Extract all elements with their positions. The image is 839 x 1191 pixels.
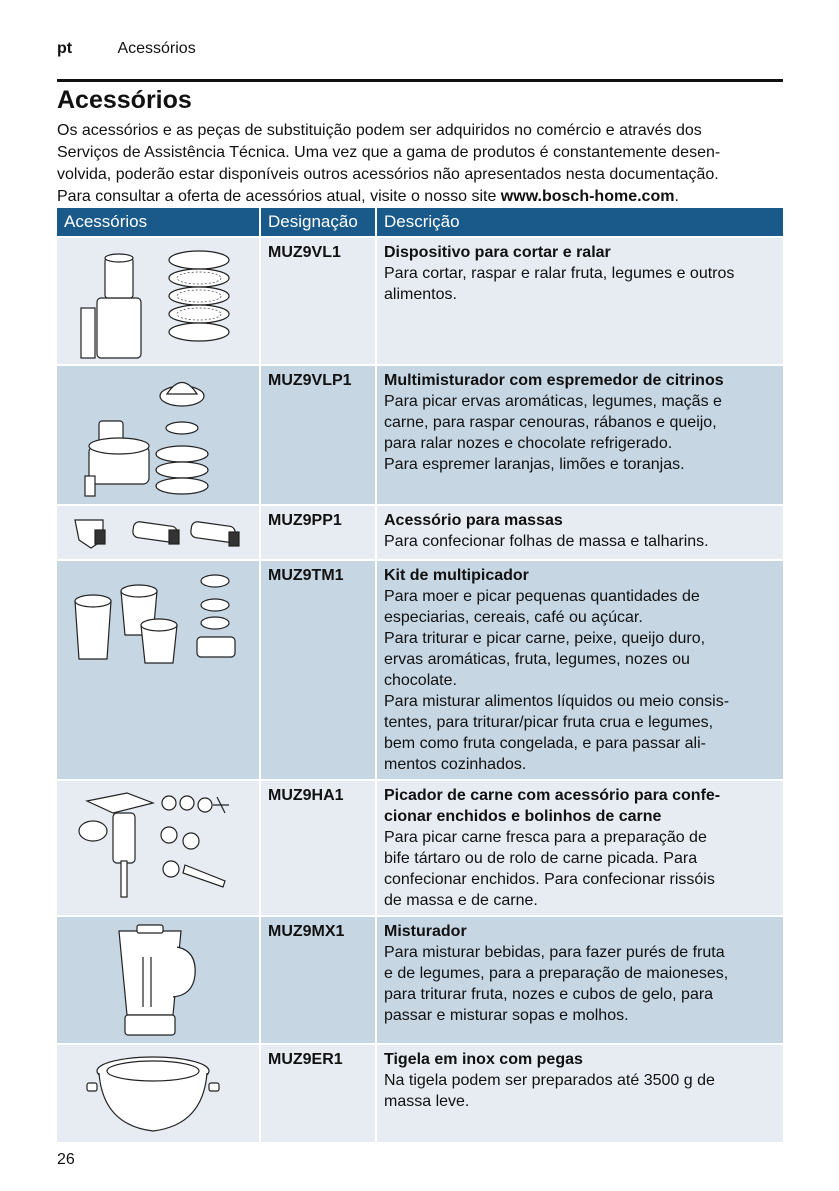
- multi-chopper-kit-icon: [57, 561, 258, 773]
- description-line: para triturar fruta, nozes e cubos de gelo, para: [384, 986, 714, 1003]
- accessory-image-cell: [57, 916, 260, 1044]
- description-cell: [376, 916, 783, 1044]
- description-cell: [376, 780, 783, 916]
- description-title: Tigela em inox com pegas: [384, 1051, 583, 1068]
- table-header-row: [57, 208, 783, 237]
- designation-code: MUZ9ER1: [260, 1044, 376, 1142]
- description-cell: [376, 1044, 783, 1142]
- language-code: pt: [57, 40, 73, 57]
- description-line: especiarias, cereais, café ou açúcar.: [384, 609, 643, 626]
- description-line: ervas aromáticas, fruta, legumes, nozes ou: [384, 651, 690, 668]
- intro-text: Para consultar a oferta de acessórios atual, visite o nosso site: [57, 188, 501, 205]
- description-title: Dispositivo para cortar e ralar: [384, 244, 611, 261]
- description-line: Para triturar e picar carne, peixe, queijo duro,: [384, 630, 706, 647]
- accessories-table: [57, 208, 783, 1142]
- accessory-image-cell: [57, 365, 260, 505]
- description-line: Para moer e picar pequenas quantidades de: [384, 588, 700, 605]
- description-line: Para confecionar folhas de massa e talharins.: [384, 533, 709, 550]
- description-line: massa leve.: [384, 1093, 470, 1110]
- description-cell: [376, 365, 783, 505]
- page-number: 26: [57, 1151, 75, 1168]
- description-line: alimentos.: [384, 286, 457, 303]
- description-line: chocolate.: [384, 672, 457, 689]
- description-line: tentes, para triturar/picar fruta crua e legumes,: [384, 714, 714, 731]
- meat-mincer-icon: [57, 781, 258, 909]
- table-row: [57, 916, 783, 1044]
- designation-code: MUZ9MX1: [260, 916, 376, 1044]
- description-line: Na tigela podem ser preparados até 3500 g de: [384, 1072, 715, 1089]
- blender-icon: [57, 917, 258, 1043]
- designation-code: MUZ9VLP1: [260, 365, 376, 505]
- accessory-image-cell: [57, 780, 260, 916]
- description-title: Kit de multipicador: [384, 567, 529, 584]
- designation-code: MUZ9VL1: [260, 237, 376, 365]
- accessory-image-cell: [57, 1044, 260, 1142]
- table-row: [57, 560, 783, 780]
- description-cell: [376, 560, 783, 780]
- intro-line: Os acessórios e as peças de substituição podem ser adquiridos no comércio e através dos: [57, 122, 702, 139]
- description-line: bife tártaro ou de rolo de carne picada. Para: [384, 850, 698, 867]
- description-title: Acessório para massas: [384, 512, 563, 529]
- table-row: [57, 1044, 783, 1142]
- description-line: Para picar carne fresca para a preparação de: [384, 829, 707, 846]
- intro-period: .: [674, 188, 679, 205]
- table-row: [57, 237, 783, 365]
- designation-code: MUZ9HA1: [260, 780, 376, 916]
- multimixer-citrus-press-icon: [57, 366, 258, 504]
- description-title-continued: cionar enchidos e bolinhos de carne: [384, 808, 662, 825]
- table-row: [57, 780, 783, 916]
- header-rule: [57, 79, 783, 82]
- description-line: e de legumes, para a preparação de maioneses,: [384, 965, 729, 982]
- stainless-bowl-icon: [57, 1045, 258, 1141]
- description-cell: [376, 505, 783, 560]
- slicer-grater-icon: [57, 238, 258, 364]
- description-line: confecionar enchidos. Para confecionar rissóis: [384, 871, 715, 888]
- description-line: Para picar ervas aromáticas, legumes, maçãs e: [384, 393, 722, 410]
- accessory-image-cell: [57, 560, 260, 780]
- designation-code: MUZ9PP1: [260, 505, 376, 560]
- description-line: carne, para raspar cenouras, rábanos e queijo,: [384, 414, 717, 431]
- description-title: Misturador: [384, 923, 467, 940]
- description-line: Para cortar, raspar e ralar fruta, legumes e outros: [384, 265, 735, 282]
- column-header-description: Descrição: [376, 208, 783, 237]
- intro-line-last: [57, 186, 783, 208]
- accessory-image-cell: [57, 505, 260, 560]
- pasta-attachment-icon: [57, 506, 258, 559]
- description-title: Picador de carne com acessório para confe-: [384, 787, 721, 804]
- table-row: [57, 505, 783, 560]
- description-line: bem como fruta congelada, e para passar ali-: [384, 735, 706, 752]
- column-header-designation: Designação: [260, 208, 376, 237]
- description-line: passar e misturar sopas e molhos.: [384, 1007, 629, 1024]
- website-link[interactable]: www.bosch-home.com: [500, 188, 675, 205]
- description-line: Para misturar alimentos líquidos ou meio consis-: [384, 693, 730, 710]
- accessory-image-cell: [57, 237, 260, 365]
- description-line: Para misturar bebidas, para fazer purés de fruta: [384, 944, 725, 961]
- designation-code: MUZ9TM1: [260, 560, 376, 780]
- table-row: [57, 365, 783, 505]
- section-name: Acessórios: [117, 40, 196, 57]
- description-line: mentos cozinhados.: [384, 756, 527, 773]
- column-header-accessories: Acessórios: [57, 208, 260, 237]
- description-line: para ralar nozes e chocolate refrigerado.: [384, 435, 673, 452]
- description-cell: [376, 237, 783, 365]
- intro-line: Serviços de Assistência Técnica. Uma vez que a gama de produtos é constantemente desen-: [57, 144, 721, 161]
- description-line: de massa e de carne.: [384, 892, 538, 909]
- page-header: [57, 40, 196, 58]
- description-title: Multimisturador com espremedor de citrinos: [384, 372, 724, 389]
- page-title: Acessórios: [57, 86, 192, 114]
- intro-line: volvida, poderão estar disponíveis outros acessórios não apresentados nesta documentação.: [57, 166, 719, 183]
- intro-paragraph: [57, 120, 783, 208]
- description-line: Para espremer laranjas, limões e toranjas.: [384, 456, 685, 473]
